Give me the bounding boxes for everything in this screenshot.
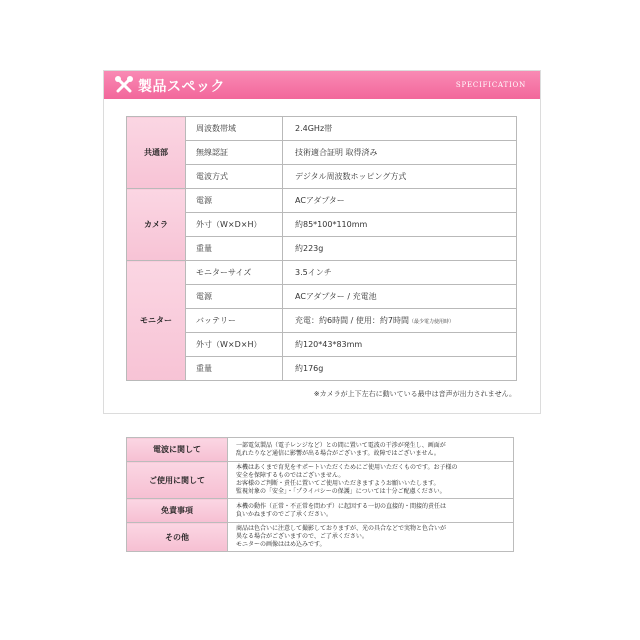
- notice-label: 免責事項: [127, 499, 228, 523]
- spec-value: 3.5インチ: [283, 261, 517, 285]
- notice-line: 負いかねますのでご了承ください。: [236, 510, 333, 518]
- spec-value: 充電：約6時間 / 使用：約7時間: [295, 316, 409, 325]
- table-row: [127, 438, 514, 462]
- group-label: カメラ: [127, 189, 186, 261]
- spec-header: [104, 71, 540, 99]
- spec-footnote: ※カメラが上下左右に動いている最中は音声が出力されません。: [313, 390, 516, 398]
- table-row: [127, 141, 517, 165]
- notice-line: 乱れたりなど通信に影響が出る場合がございます。故障ではございません。: [236, 449, 440, 457]
- notice-line: 監視対象の「安全」・「プライバシーの保護」については十分ご配慮ください。: [236, 488, 446, 495]
- notice-text: [228, 499, 514, 523]
- table-row: [127, 462, 514, 499]
- table-row: [127, 285, 517, 309]
- table-row: [127, 499, 514, 523]
- table-row: [127, 333, 517, 357]
- table-row: [127, 165, 517, 189]
- group-label: 共通部: [127, 117, 186, 189]
- table-row: [127, 213, 517, 237]
- page-title: 製品スペック: [138, 79, 225, 95]
- notice-line: 安全を保障するものではございません。: [236, 472, 345, 479]
- table-row: [127, 237, 517, 261]
- spec-panel: [103, 70, 541, 414]
- notice-label: 電波に関して: [127, 438, 228, 462]
- spec-label: 重量: [186, 357, 283, 381]
- notice-text: [228, 462, 514, 499]
- spec-value: 約176g: [283, 357, 517, 381]
- notice-text: [228, 438, 514, 462]
- spec-value: 技術適合証明 取得済み: [283, 141, 517, 165]
- notice-table: [126, 437, 514, 552]
- spec-value-cell: [283, 309, 517, 333]
- notice-line: お客様のご判断・責任に置いてご使用いただきますようお願いいたします。: [236, 480, 440, 487]
- table-row: [127, 117, 517, 141]
- table-row: [127, 309, 517, 333]
- spec-label: 周波数帯域: [186, 117, 283, 141]
- spec-value: 約223g: [283, 237, 517, 261]
- spec-label: バッテリー: [186, 309, 283, 333]
- spec-value: デジタル周波数ホッピング方式: [283, 165, 517, 189]
- spec-label: モニターサイズ: [186, 261, 283, 285]
- notice-label: ご使用に関して: [127, 462, 228, 499]
- table-row: [127, 261, 517, 285]
- spec-label: 電波方式: [186, 165, 283, 189]
- spec-label: 無線認証: [186, 141, 283, 165]
- notice-line: モニターの画像ははめ込みです。: [236, 541, 326, 548]
- spec-value: 2.4GHz帯: [283, 117, 517, 141]
- spec-label: 電源: [186, 285, 283, 309]
- spec-label: 電源: [186, 189, 283, 213]
- spec-value: 約85*100*110mm: [283, 213, 517, 237]
- notice-line: 本機の動作（正常・不正常を問わず）に起因する一切の直接的・間接的責任は: [236, 502, 447, 510]
- spec-value-note: （最少電力使用時）: [408, 319, 454, 325]
- spec-value: ACアダプター / 充電池: [283, 285, 517, 309]
- table-row: [127, 189, 517, 213]
- group-label: モニター: [127, 261, 186, 381]
- notice-text: [228, 523, 514, 552]
- notice-line: 異なる場合がございますので、ご了承ください。: [236, 533, 368, 540]
- notice-line: 商品は色合いに注意して撮影しておりますが、光の具合などで実物と色合いが: [236, 525, 447, 532]
- spec-label: 重量: [186, 237, 283, 261]
- notice-line: 一部電気製品（電子レンジなど）との間に置いて電波の干渉が発生し、画面が: [236, 441, 446, 449]
- spec-table: [126, 116, 517, 381]
- table-row: [127, 523, 514, 552]
- spec-label: 外寸（W×D×H）: [186, 333, 283, 357]
- spec-value: 約120*43*83mm: [283, 333, 517, 357]
- table-row: [127, 357, 517, 381]
- tools-icon: [114, 75, 134, 95]
- notice-line: 本機はあくまで育児をサポートいただくためにご使用いただくものです。お子様の: [236, 464, 458, 471]
- page-subtitle: SPECIFICATION: [455, 81, 526, 89]
- notice-label: その他: [127, 523, 228, 552]
- spec-label: 外寸（W×D×H）: [186, 213, 283, 237]
- spec-value: ACアダプター: [283, 189, 517, 213]
